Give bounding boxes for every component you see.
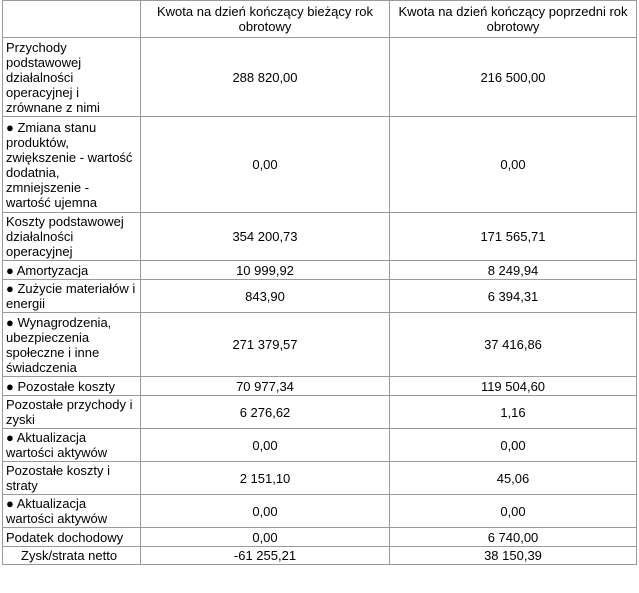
value-previous: 0,00 xyxy=(390,429,637,462)
value-previous: 0,00 xyxy=(390,495,637,528)
row-label: ● Amortyzacja xyxy=(3,261,141,280)
row-label: Pozostałe przychody i zyski xyxy=(3,396,141,429)
table-row xyxy=(3,396,637,429)
value-previous: 37 416,86 xyxy=(390,313,637,377)
value-current: 0,00 xyxy=(141,117,390,213)
table-row xyxy=(3,117,637,213)
row-label: Przychody podstawowej działalności operacyjnej i zrównane z nimi xyxy=(3,38,141,117)
table-row xyxy=(3,280,637,313)
value-previous: 38 150,39 xyxy=(390,547,637,565)
value-current: 0,00 xyxy=(141,528,390,547)
financial-table xyxy=(2,0,637,565)
row-label: ● Zmiana stanu produktów, zwiększenie - wartość dodatnia, zmniejszenie - wartość ujemna xyxy=(3,117,141,213)
row-label: Podatek dochodowy xyxy=(3,528,141,547)
table-row xyxy=(3,377,637,396)
value-current: -61 255,21 xyxy=(141,547,390,565)
value-previous: 6 394,31 xyxy=(390,280,637,313)
table-row xyxy=(3,495,637,528)
value-previous: 171 565,71 xyxy=(390,213,637,261)
value-current: 288 820,00 xyxy=(141,38,390,117)
row-label: ● Aktualizacja wartości aktywów xyxy=(3,495,141,528)
row-label: ● Aktualizacja wartości aktywów xyxy=(3,429,141,462)
value-current: 70 977,34 xyxy=(141,377,390,396)
row-label: Pozostałe koszty i straty xyxy=(3,462,141,495)
value-previous: 45,06 xyxy=(390,462,637,495)
value-current: 2 151,10 xyxy=(141,462,390,495)
header-row xyxy=(3,1,637,38)
value-previous: 216 500,00 xyxy=(390,38,637,117)
value-current: 271 379,57 xyxy=(141,313,390,377)
table-row xyxy=(3,547,637,565)
value-previous: 0,00 xyxy=(390,117,637,213)
header-current-year: Kwota na dzień kończący bieżący rok obrotowy xyxy=(141,1,390,38)
header-empty-cell xyxy=(3,1,141,38)
table-row xyxy=(3,528,637,547)
value-previous: 8 249,94 xyxy=(390,261,637,280)
row-label: ● Wynagrodzenia, ubezpieczenia społeczne i inne świadczenia xyxy=(3,313,141,377)
row-label: Zysk/strata netto xyxy=(3,547,141,565)
value-current: 10 999,92 xyxy=(141,261,390,280)
value-previous: 1,16 xyxy=(390,396,637,429)
row-label: ● Zużycie materiałów i energii xyxy=(3,280,141,313)
value-current: 0,00 xyxy=(141,429,390,462)
value-previous: 6 740,00 xyxy=(390,528,637,547)
table-row xyxy=(3,462,637,495)
value-current: 0,00 xyxy=(141,495,390,528)
value-current: 843,90 xyxy=(141,280,390,313)
header-previous-year: Kwota na dzień kończący poprzedni rok obrotowy xyxy=(390,1,637,38)
value-previous: 119 504,60 xyxy=(390,377,637,396)
table-row xyxy=(3,429,637,462)
table-row xyxy=(3,313,637,377)
row-label: Koszty podstawowej działalności operacyjnej xyxy=(3,213,141,261)
table-row xyxy=(3,261,637,280)
row-label: ● Pozostałe koszty xyxy=(3,377,141,396)
value-current: 354 200,73 xyxy=(141,213,390,261)
table-row xyxy=(3,213,637,261)
value-current: 6 276,62 xyxy=(141,396,390,429)
table-row xyxy=(3,38,637,117)
